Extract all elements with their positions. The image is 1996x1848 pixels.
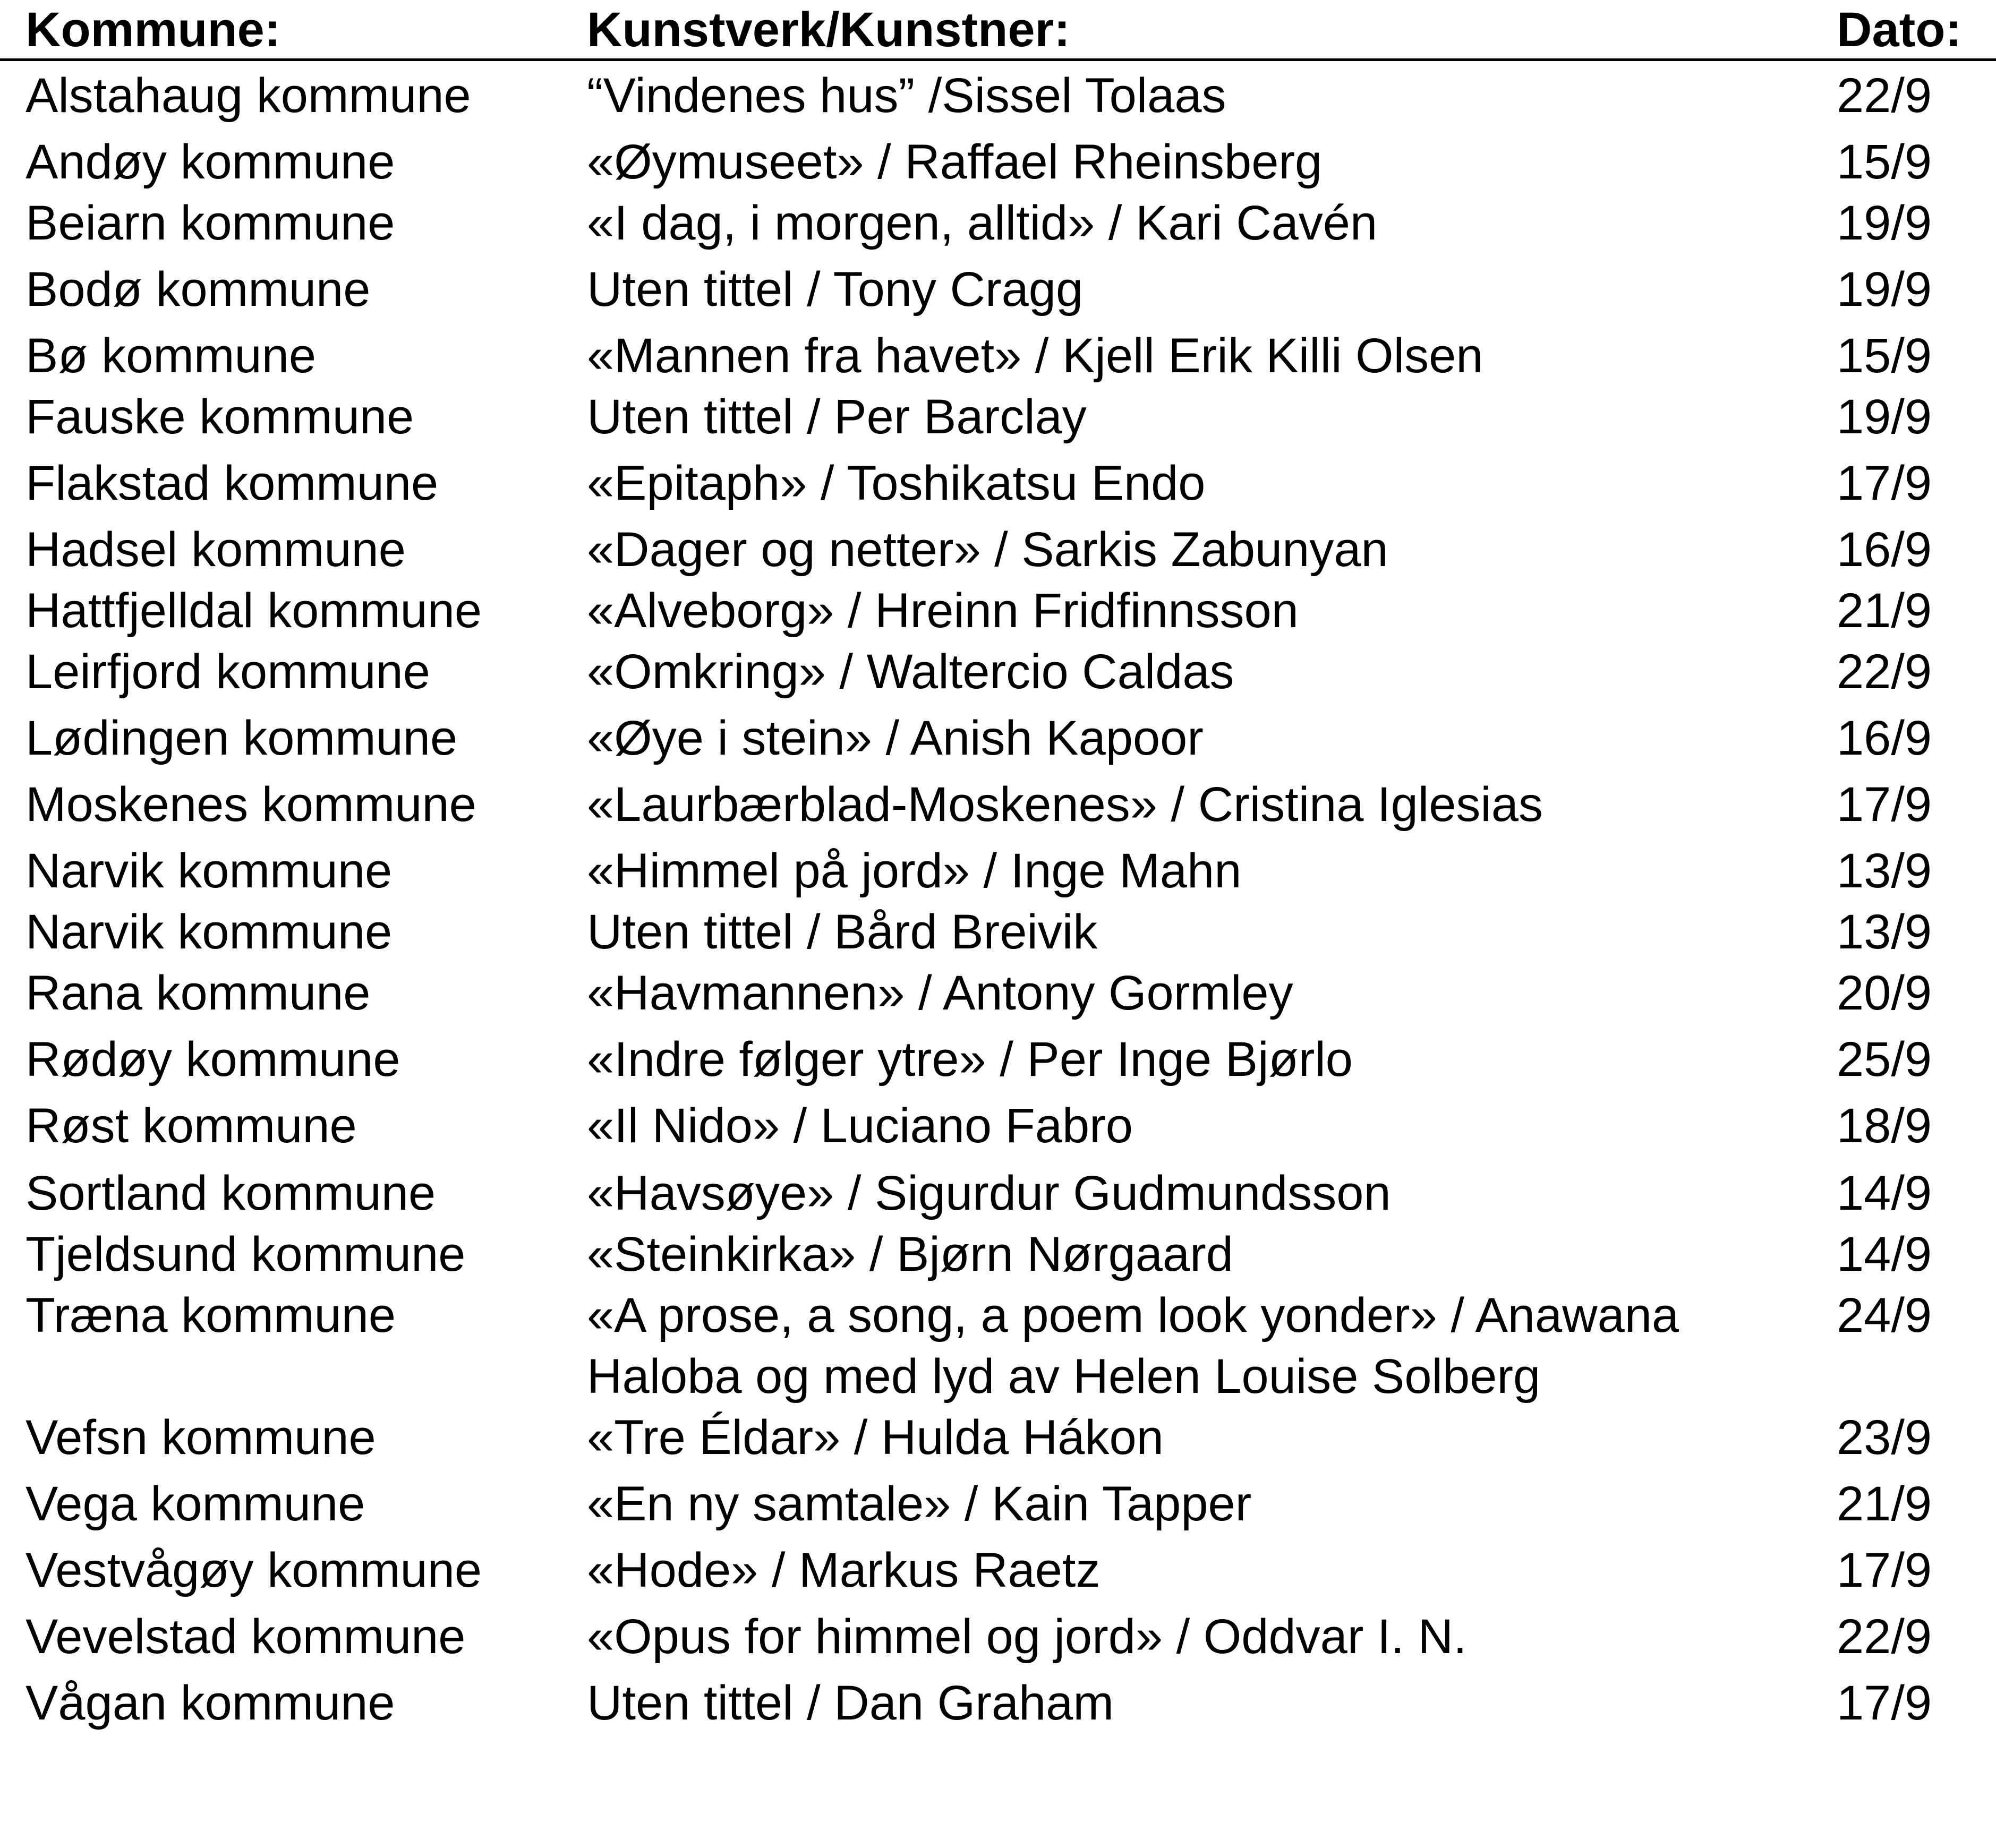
cell-dato: 25/9 [1837,1032,1932,1086]
cell-dato: 17/9 [1837,777,1932,832]
cell-kunstverk: «Steinkirka» / Bjørn Nørgaard [587,1227,1233,1281]
cell-dato: 24/9 [1837,1288,1932,1342]
cell-kommune: Moskenes kommune [25,777,476,832]
cell-dato: 22/9 [1837,645,1932,699]
cell-kunstverk: «Indre følger ytre» / Per Inge Bjørlo [587,1032,1353,1086]
table-row [0,131,1996,190]
cell-kommune: Hattfjelldal kommune [25,584,482,638]
table-row [0,707,1996,766]
cell-kommune: Beiarn kommune [25,196,395,250]
cell-dato: 18/9 [1837,1099,1932,1153]
cell-kunstverk: Uten tittel / Bård Breivik [587,905,1098,959]
cell-kommune: Flakstad kommune [25,456,439,510]
table-header [0,0,1996,58]
table-row [0,1285,1996,1407]
cell-dato: 15/9 [1837,135,1932,189]
table-row [0,386,1996,444]
cell-kunstverk: «Mannen fra havet» / Kjell Erik Killi Olsen [587,329,1483,383]
cell-kunstverk: «Hode» / Markus Raetz [587,1543,1101,1597]
header-dato: Dato: [1837,3,1962,57]
cell-kunstverk: “Vindenes hus” /Sissel Tolaas [587,69,1226,123]
cell-kommune: Træna kommune [25,1288,396,1342]
cell-dato: 14/9 [1837,1166,1932,1220]
table-row [0,1606,1996,1664]
cell-kunstverk: «Epitaph» / Toshikatsu Endo [587,456,1206,510]
cell-kommune: Narvik kommune [25,905,393,959]
cell-dato: 15/9 [1837,329,1932,383]
cell-kunstverk: Uten tittel / Per Barclay [587,390,1087,444]
cell-kommune: Tjeldsund kommune [25,1227,466,1281]
cell-kunstverk: «Omkring» / Waltercio Caldas [587,645,1234,699]
cell-kommune: Vevelstad kommune [25,1610,466,1664]
table-row [0,774,1996,832]
cell-kunstverk: «I dag, i morgen, alltid» / Kari Cavén [587,196,1378,250]
cell-kommune: Narvik kommune [25,844,393,898]
table-row [0,1539,1996,1598]
table-row [0,325,1996,383]
cell-kunstverk: «Øye i stein» / Anish Kapoor [587,711,1204,765]
cell-dato: 23/9 [1837,1410,1932,1465]
table-row [0,962,1996,1021]
cell-dato: 21/9 [1837,1477,1932,1531]
cell-kunstverk: «Dager og netter» / Sarkis Zabunyan [587,523,1388,577]
cell-kommune: Lødingen kommune [25,711,458,765]
table-row [0,192,1996,251]
table-row [0,1473,1996,1532]
cell-kommune: Bodø kommune [25,262,371,316]
cell-kommune: Bø kommune [25,329,317,383]
cell-kunstverk: «A prose, a song, a poem look yonder» / Anawana [587,1288,1679,1342]
cell-dato: 16/9 [1837,523,1932,577]
cell-kommune: Alstahaug kommune [25,69,471,123]
cell-dato: 13/9 [1837,844,1932,898]
table-row [0,65,1996,123]
cell-kommune: Hadsel kommune [25,523,406,577]
header-kommune: Kommune: [25,3,281,57]
cell-dato: 14/9 [1837,1227,1932,1281]
cell-dato: 17/9 [1837,1543,1932,1597]
cell-kommune: Vågan kommune [25,1676,395,1730]
table-row [0,1407,1996,1465]
cell-kommune: Andøy kommune [25,135,395,189]
table-row [0,580,1996,638]
cell-dato: 22/9 [1837,69,1932,123]
cell-dato: 19/9 [1837,262,1932,316]
table-row [0,452,1996,511]
cell-kunstverk: «Øymuseet» / Raffael Rheinsberg [587,135,1323,189]
cell-dato: 17/9 [1837,1676,1932,1730]
cell-kunstverk: Uten tittel / Dan Graham [587,1676,1114,1730]
cell-kunstverk: «Havmannen» / Antony Gormley [587,966,1293,1020]
table-row [0,1162,1996,1221]
cell-kunstverk: «Laurbærblad-Moskenes» / Cristina Iglesias [587,777,1543,832]
cell-kunstverk: «En ny samtale» / Kain Tapper [587,1477,1252,1531]
cell-kommune: Vega kommune [25,1477,365,1531]
table-row [0,641,1996,699]
cell-kunstverk: «Il Nido» / Luciano Fabro [587,1099,1133,1153]
cell-dato: 21/9 [1837,584,1932,638]
cell-kommune: Vefsn kommune [25,1410,376,1465]
cell-kommune: Røst kommune [25,1099,357,1153]
cell-kunstverk: «Alveborg» / Hreinn Fridfinnsson [587,584,1299,638]
table-row [0,1224,1996,1282]
cell-kunstverk: «Himmel på jord» / Inge Mahn [587,844,1242,898]
cell-dato: 13/9 [1837,905,1932,959]
cell-kunstverk: «Opus for himmel og jord» / Oddvar I. N. [587,1610,1467,1664]
table-row [0,1029,1996,1087]
cell-kunstverk: «Tre Éldar» / Hulda Hákon [587,1410,1164,1465]
header-kunstverk: Kunstverk/Kunstner: [587,3,1070,57]
cell-dato: 16/9 [1837,711,1932,765]
table-row [0,1672,1996,1731]
cell-kommune: Vestvågøy kommune [25,1543,482,1597]
table-row [0,840,1996,899]
cell-kunstverk-line2: Haloba og med lyd av Helen Louise Solberg [587,1349,1541,1404]
cell-kunstverk: Uten tittel / Tony Cragg [587,262,1084,316]
cell-kunstverk: «Havsøye» / Sigurdur Gudmundsson [587,1166,1391,1220]
table-row [0,519,1996,577]
table-row [0,901,1996,960]
cell-kommune: Leirfjord kommune [25,645,430,699]
cell-kommune: Rana kommune [25,966,371,1020]
header-divider [0,58,1996,61]
cell-kommune: Rødøy kommune [25,1032,400,1086]
cell-dato: 19/9 [1837,390,1932,444]
table-row [0,1095,1996,1153]
cell-kommune: Sortland kommune [25,1166,436,1220]
cell-kommune: Fauske kommune [25,390,414,444]
cell-dato: 20/9 [1837,966,1932,1020]
cell-dato: 17/9 [1837,456,1932,510]
cell-dato: 19/9 [1837,196,1932,250]
cell-dato: 22/9 [1837,1610,1932,1664]
table-row [0,259,1996,317]
